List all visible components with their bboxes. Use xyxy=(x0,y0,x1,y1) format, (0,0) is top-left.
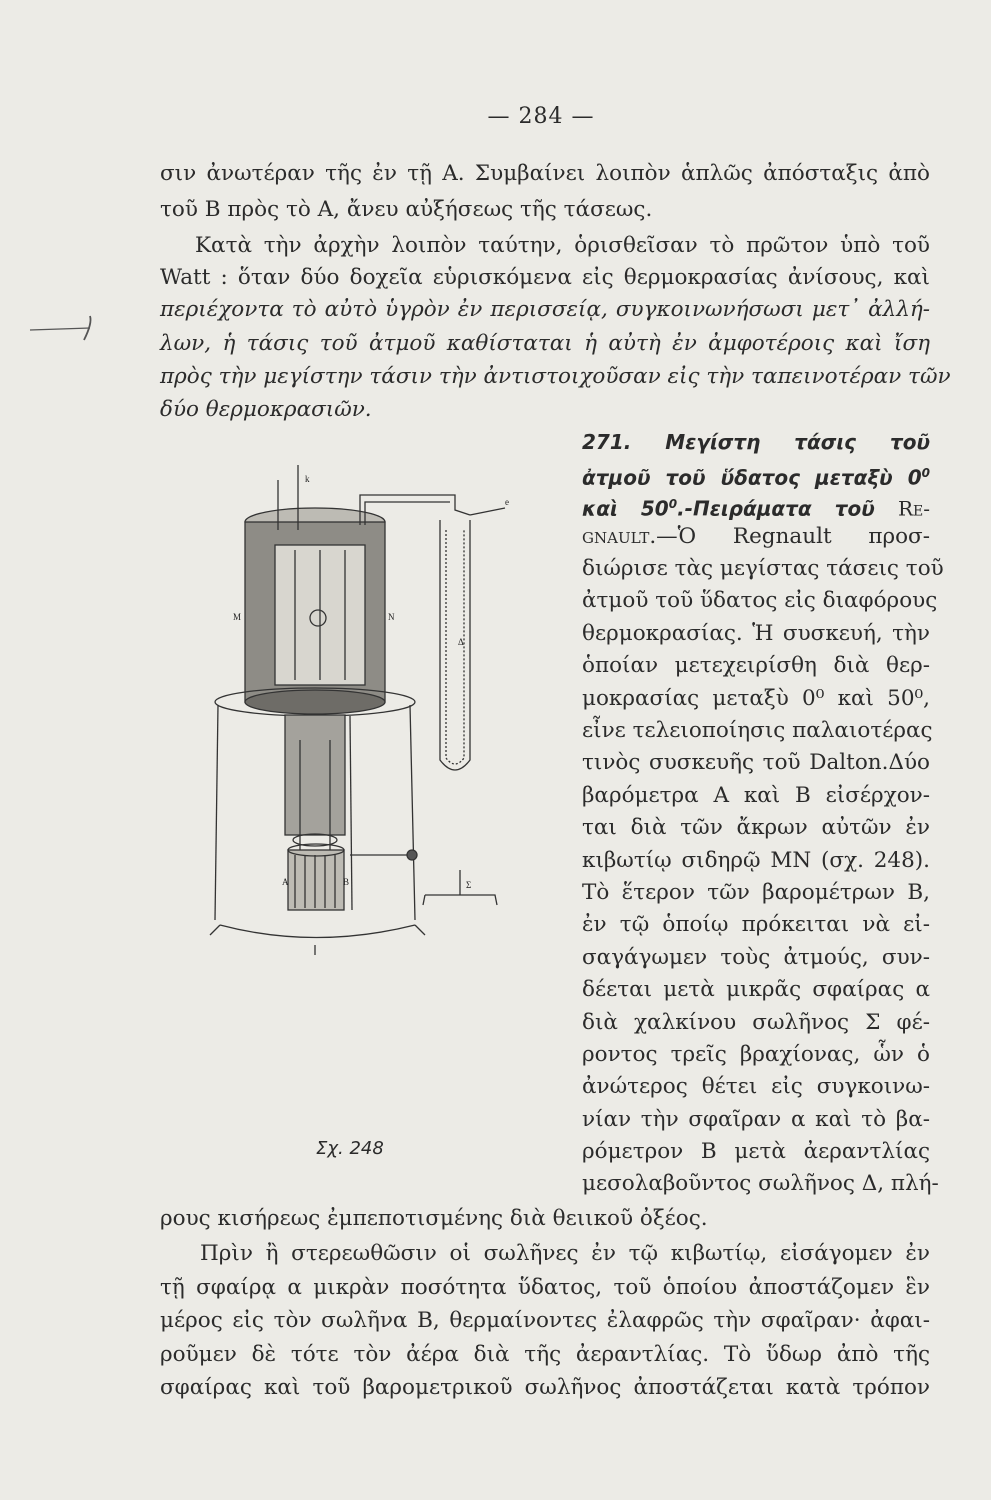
text-line: διὰ χαλκίνου σωλῆνος Σ φέ- xyxy=(582,1010,930,1035)
svg-text:Σ: Σ xyxy=(466,880,472,890)
text-line: κιβωτίῳ σιδηρῷ ΜΝ (σχ. 248). xyxy=(582,848,930,873)
text-line: ἀτμοῦ τοῦ ὕδατος εἰς διαφόρους xyxy=(582,588,938,613)
text-line: Κατὰ τὴν ἀρχὴν λοιπὸν ταύτην, ὁρισθεῖσαν τὸ πρῶτον ὑπὸ τοῦ xyxy=(195,233,930,258)
section-heading-line: καὶ $50^0$.-Πειράματα τοῦ Re- xyxy=(582,496,930,521)
text-line: διώρισε τὰς μεγίστας τάσεις τοῦ xyxy=(582,556,944,581)
text-line: ἐν τῷ ὁποίῳ πρόκειται νὰ εἰ- xyxy=(582,912,930,937)
text-line: τοῦ Β πρὸς τὸ Α, ἄνευ αὐξήσεως τῆς τάσεως. xyxy=(160,197,653,222)
text-line: μέρος εἰς τὸν σωλῆνα Β, θερμαίνοντες ἐλαφρῶς τὴν σφαῖραν· ἀφαι- xyxy=(160,1308,930,1333)
svg-text:k: k xyxy=(305,474,310,484)
text-line: ρους κισήρεως ἐμπεποτισμένης διὰ θειικοῦ ὀξέος. xyxy=(160,1206,708,1231)
margin-mark-icon xyxy=(28,312,98,342)
svg-text:A: A xyxy=(282,877,289,887)
text-line: δύο θερμοκρασιῶν. xyxy=(160,397,372,422)
text-line: τινὸς συσκευῆς τοῦ Dalton.Δύο xyxy=(582,750,930,775)
text-line: τῇ σφαίρᾳ α μικρὰν ποσότητα ὕδατος, τοῦ ὁποίου ἀποστάζομεν ἓν xyxy=(160,1275,930,1300)
text-line: σαγάγωμεν τοὺς ἀτμούς, συν- xyxy=(582,945,930,970)
section-heading-line: gnault.—Ὁ Regnault προσ- xyxy=(582,524,930,549)
text-line: Πρὶν ἢ στερεωθῶσιν οἱ σωλῆνες ἐν τῷ κιβωτίῳ, εἰσάγομεν ἐν xyxy=(200,1241,930,1266)
svg-text:M: M xyxy=(233,612,242,622)
text-line: σφαίρας καὶ τοῦ βαρομετρικοῦ σωλῆνος ἀποστάζεται κατὰ τρόπον xyxy=(160,1375,930,1400)
text-line: Τὸ ἕτερον τῶν βαρομέτρων Β, xyxy=(582,880,930,905)
text-line: ἀνώτερος θέτει εἰς συγκοινω- xyxy=(582,1074,930,1099)
text-line: πρὸς τὴν μεγίστην τάσιν τὴν ἀντιστοιχοῦσαν εἰς τὴν ταπεινοτέραν τῶν xyxy=(160,364,951,389)
text-line: μεσολαβοῦντος σωλῆνος Δ, πλή- xyxy=(582,1171,939,1196)
svg-text:e: e xyxy=(505,497,509,507)
text-line: ροῦμεν δὲ τότε τὸν ἀέρα διὰ τῆς ἀεραντλίας. Τὸ ὕδωρ ἀπὸ τῆς xyxy=(160,1342,930,1367)
text-line: ται διὰ τῶν ἄκρων αὐτῶν ἐν xyxy=(582,815,930,840)
svg-text:Δ: Δ xyxy=(458,637,464,647)
text-line: ροντος τρεῖς βραχίονας, ὧν ὁ xyxy=(582,1042,930,1067)
regnault-apparatus-illustration xyxy=(200,440,540,960)
text-line: λων, ἡ τάσις τοῦ ἀτμοῦ καθίσταται ἡ αὐτὴ ἐν ἀμφοτέροις καὶ ἴση xyxy=(160,331,930,356)
text-line: βαρόμετρα Α καὶ Β εἰσέρχον- xyxy=(582,783,930,808)
section-heading-line: ἀτμοῦ τοῦ ὕδατος μεταξὺ $0^0$ xyxy=(582,465,930,490)
text-line: δέεται μετὰ μικρᾶς σφαίρας α xyxy=(582,977,930,1002)
svg-text:N: N xyxy=(388,612,395,622)
text-line: Watt : ὅταν δύο δοχεῖα εὑρισκόμενα εἰς θερμοκρασίας ἀνίσους, καὶ xyxy=(160,265,930,290)
text-line: σιν ἀνωτέραν τῆς ἐν τῇ Α. Συμβαίνει λοιπὸν ἁπλῶς ἀπόσταξις ἀπὸ xyxy=(160,161,930,186)
text-line: ρόμετρον Β μετὰ ἀεραντλίας xyxy=(582,1139,930,1164)
svg-text:B: B xyxy=(343,877,350,887)
figure-caption: Σχ. 248 xyxy=(316,1138,384,1159)
text-line: περιέχοντα τὸ αὐτὸ ὑγρὸν ἐν περισσείᾳ, συγκοινωνήσωσι μετ᾽ ἀλλή- xyxy=(160,297,930,322)
text-line: ὁποίαν μετεχειρίσθη διὰ θερ- xyxy=(582,653,930,678)
section-heading-line: 271. Μεγίστη τάσις τοῦ xyxy=(582,430,930,454)
page-number: — 284 — xyxy=(487,104,595,129)
text-line: νίαν τὴν σφαῖραν α καὶ τὸ βα- xyxy=(582,1107,930,1132)
text-line: θερμοκρασίας. Ἡ συσκευή, τὴν xyxy=(582,621,930,646)
text-line: μοκρασίας μεταξὺ 0⁰ καὶ 50⁰, xyxy=(582,686,930,711)
text-line: εἶνε τελειοποίησις παλαιοτέρας xyxy=(582,718,933,743)
